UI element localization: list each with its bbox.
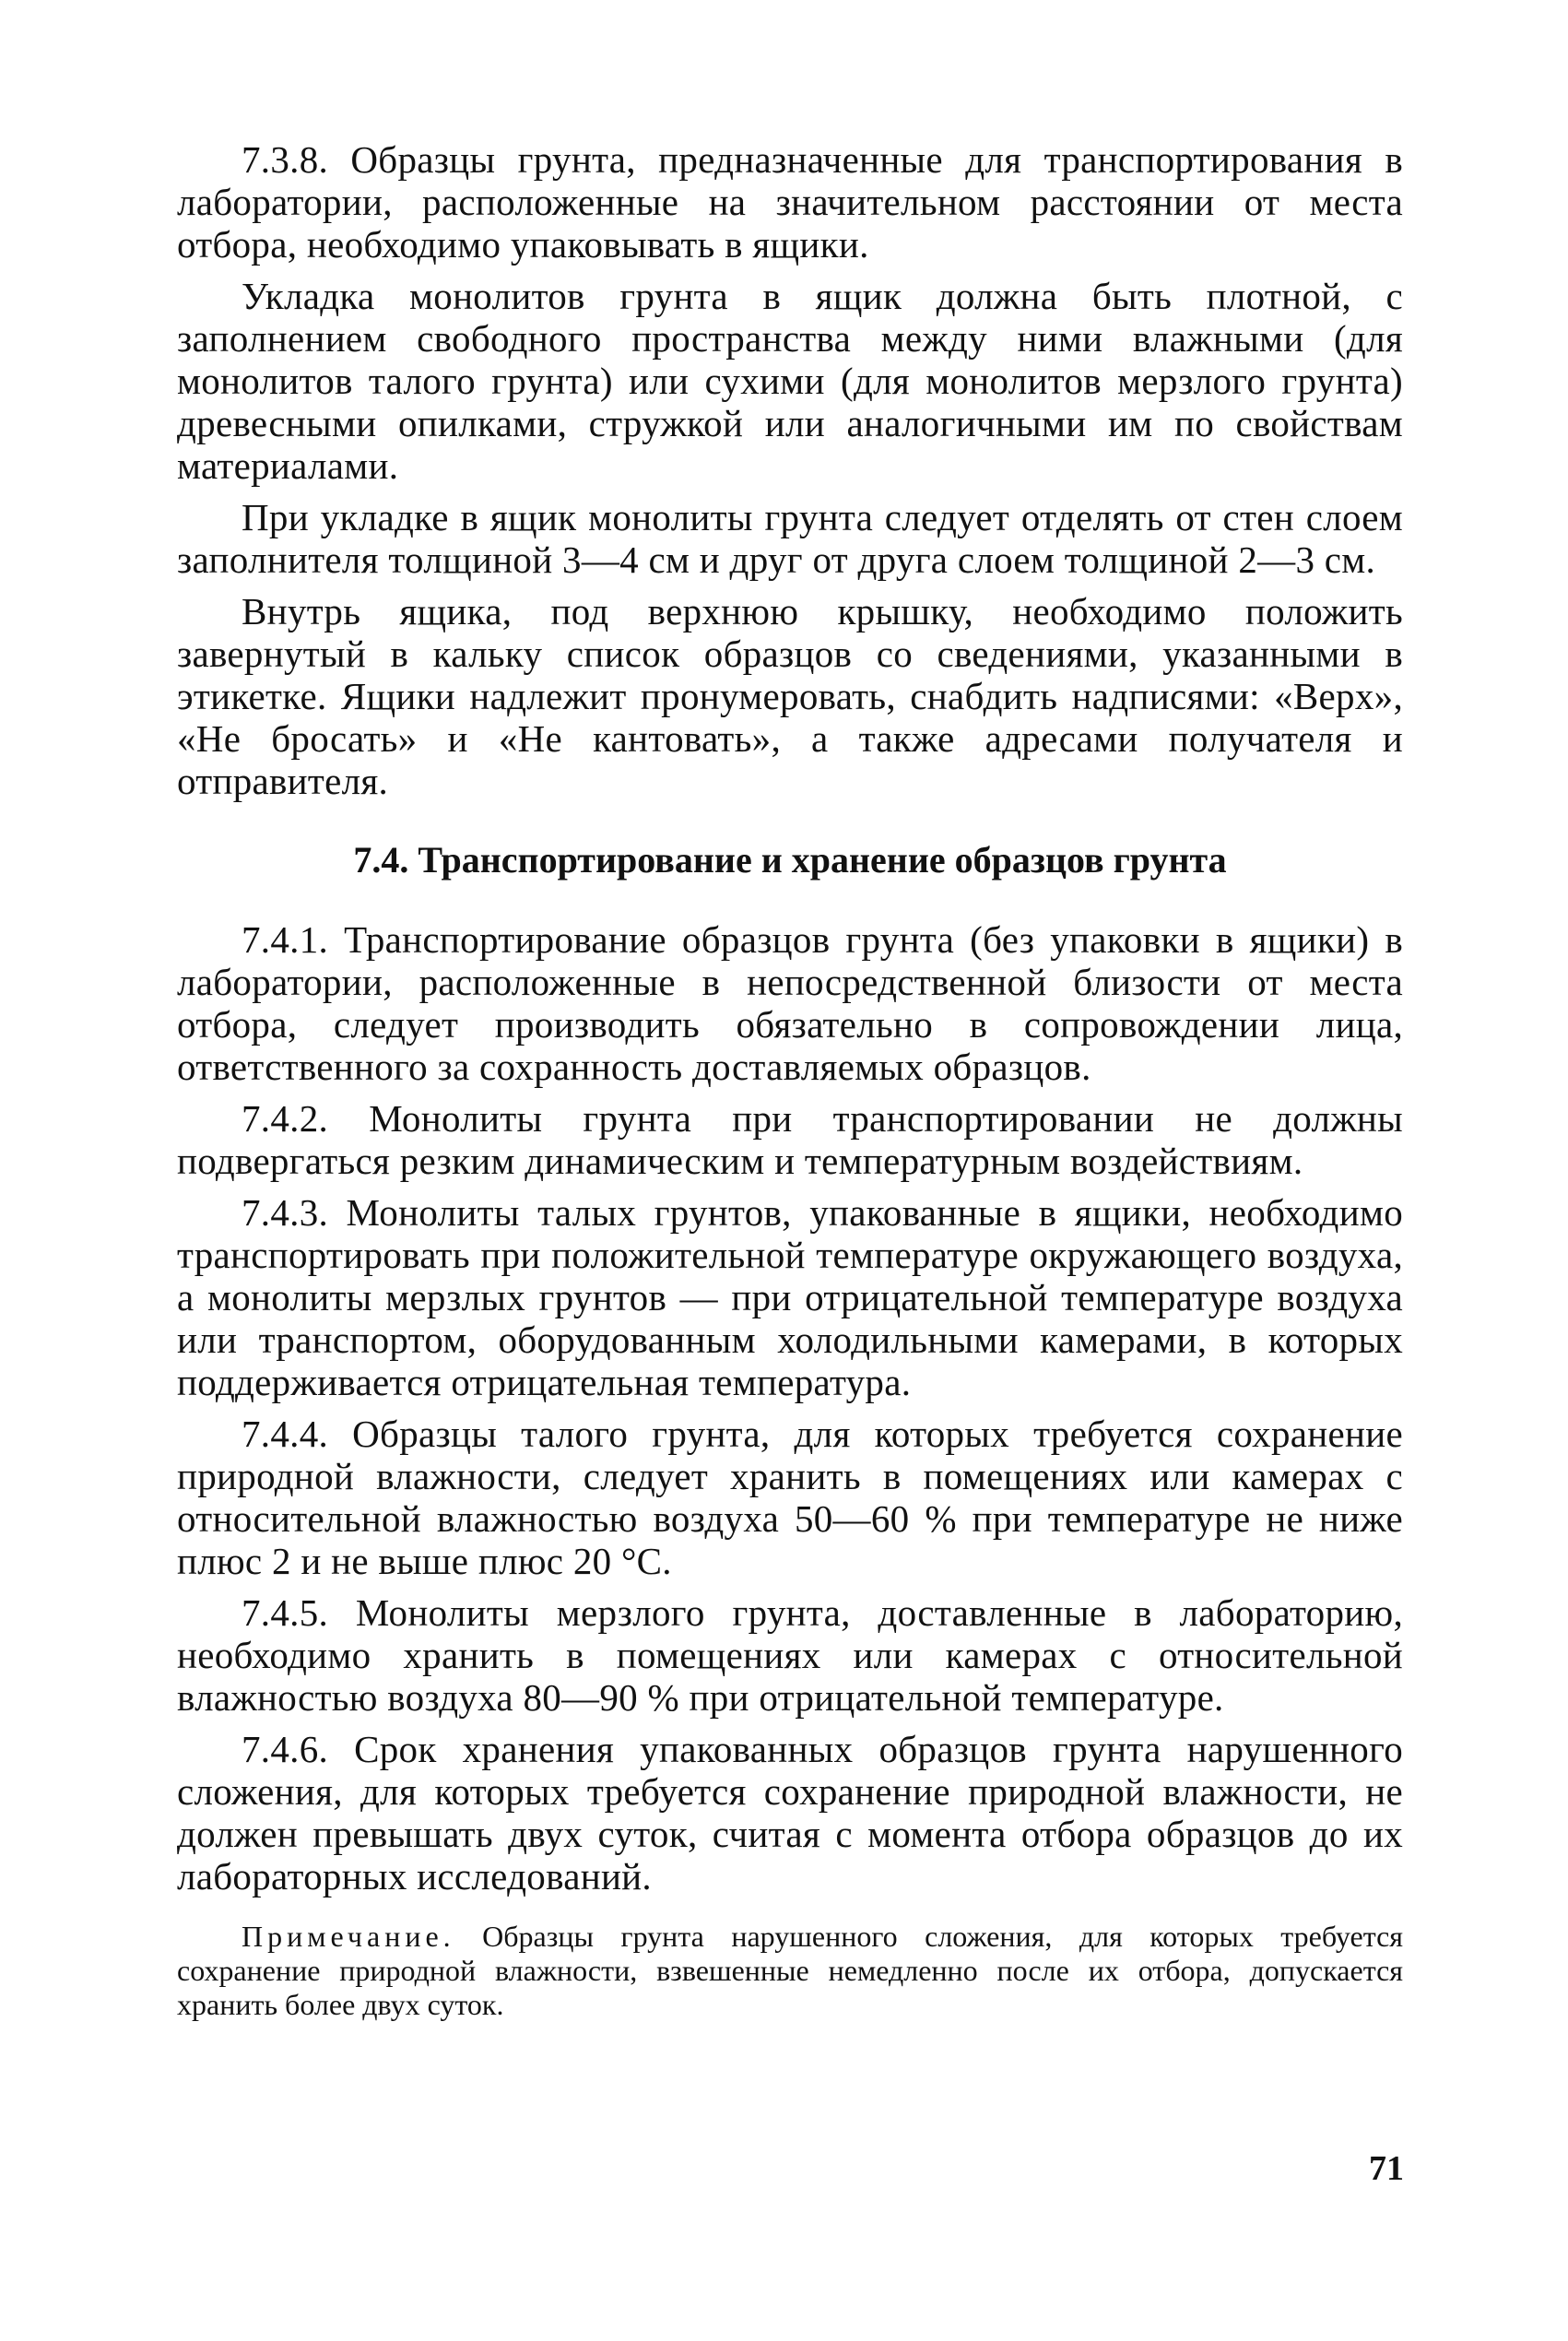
paragraph-separation: При укладке в ящик монолиты грунта следует отделять от стен слоем заполнителя толщиной 3—4 см и друг от друга слоем толщиной 2—3 см.	[177, 496, 1403, 581]
paragraph-7-4-2: 7.4.2. Монолиты грунта при транспортировании не должны подвергаться резким динамическим и температурным воздействиям.	[177, 1097, 1403, 1182]
section-heading-7-4: 7.4. Транспортирование и хранение образцов грунта	[353, 839, 1227, 881]
note-text: Образцы грунта нарушенного сложения, для которых требуется сохранение природной влажности, взвешенные немедленно после их отбора, допускается хранить более двух суток.	[177, 1920, 1403, 2021]
note-label: Примечание.	[242, 1920, 455, 1953]
paragraph-7-4-3: 7.4.3. Монолиты талых грунтов, упакованные в ящики, необходимо транспортировать при положительной температуре окружающего воздуха, а монолиты мерзлых грунтов — при отрицательной температуре воздуха или транспортом, оборудованным холодильными камерами, в которых поддерживается отрицательная температура.	[177, 1191, 1403, 1403]
paragraph-7-4-6: 7.4.6. Срок хранения упакованных образцов грунта нарушенного сложения, для которых требуется сохранение природной влажности, не должен превышать двух суток, считая с момента отбора образцов до их лабораторных исследований.	[177, 1728, 1403, 1898]
note	[177, 1920, 1403, 2022]
document-page	[177, 138, 1403, 2022]
page-number: 71	[1369, 2149, 1404, 2188]
paragraph-packing: Укладка монолитов грунта в ящик должна быть плотной, с заполнением свободного пространства между ними влажными (для монолитов талого грунта) или сухими (для монолитов мерзлого грунта) древесными опилками, стружкой или аналогичными им по свойствам материалами.	[177, 275, 1403, 487]
paragraph-labels: Внутрь ящика, под верхнюю крышку, необходимо положить завернутый в кальку список образцов со сведениями, указанными в этикетке. Ящики надлежит пронумеровать, снабдить надписями: «Верх», «Не бросать» и «Не кантовать», а также адресами получателя и отправителя.	[177, 590, 1403, 802]
paragraph-7-4-4: 7.4.4. Образцы талого грунта, для которых требуется сохранение природной влажности, следует хранить в помещениях или камерах с относительной влажностью воздуха 50—60 % при температуре не ниже плюс 2 и не выше плюс 20 °С.	[177, 1413, 1403, 1582]
paragraph-7-3-8: 7.3.8. Образцы грунта, предназначенные для транспортирования в лаборатории, расположенные на значительном расстоянии от места отбора, необходимо упаковывать в ящики.	[177, 138, 1403, 266]
paragraph-7-4-5: 7.4.5. Монолиты мерзлого грунта, доставленные в лабораторию, необходимо хранить в помещениях или камерах с относительной влажностью воздуха 80—90 % при отрицательной температуре.	[177, 1591, 1403, 1719]
paragraph-7-4-1: 7.4.1. Транспортирование образцов грунта (без упаковки в ящики) в лаборатории, расположенные в непосредственной близости от места отбора, следует производить обязательно в сопровождении лица, ответственного за сохранность доставляемых образцов.	[177, 918, 1403, 1088]
